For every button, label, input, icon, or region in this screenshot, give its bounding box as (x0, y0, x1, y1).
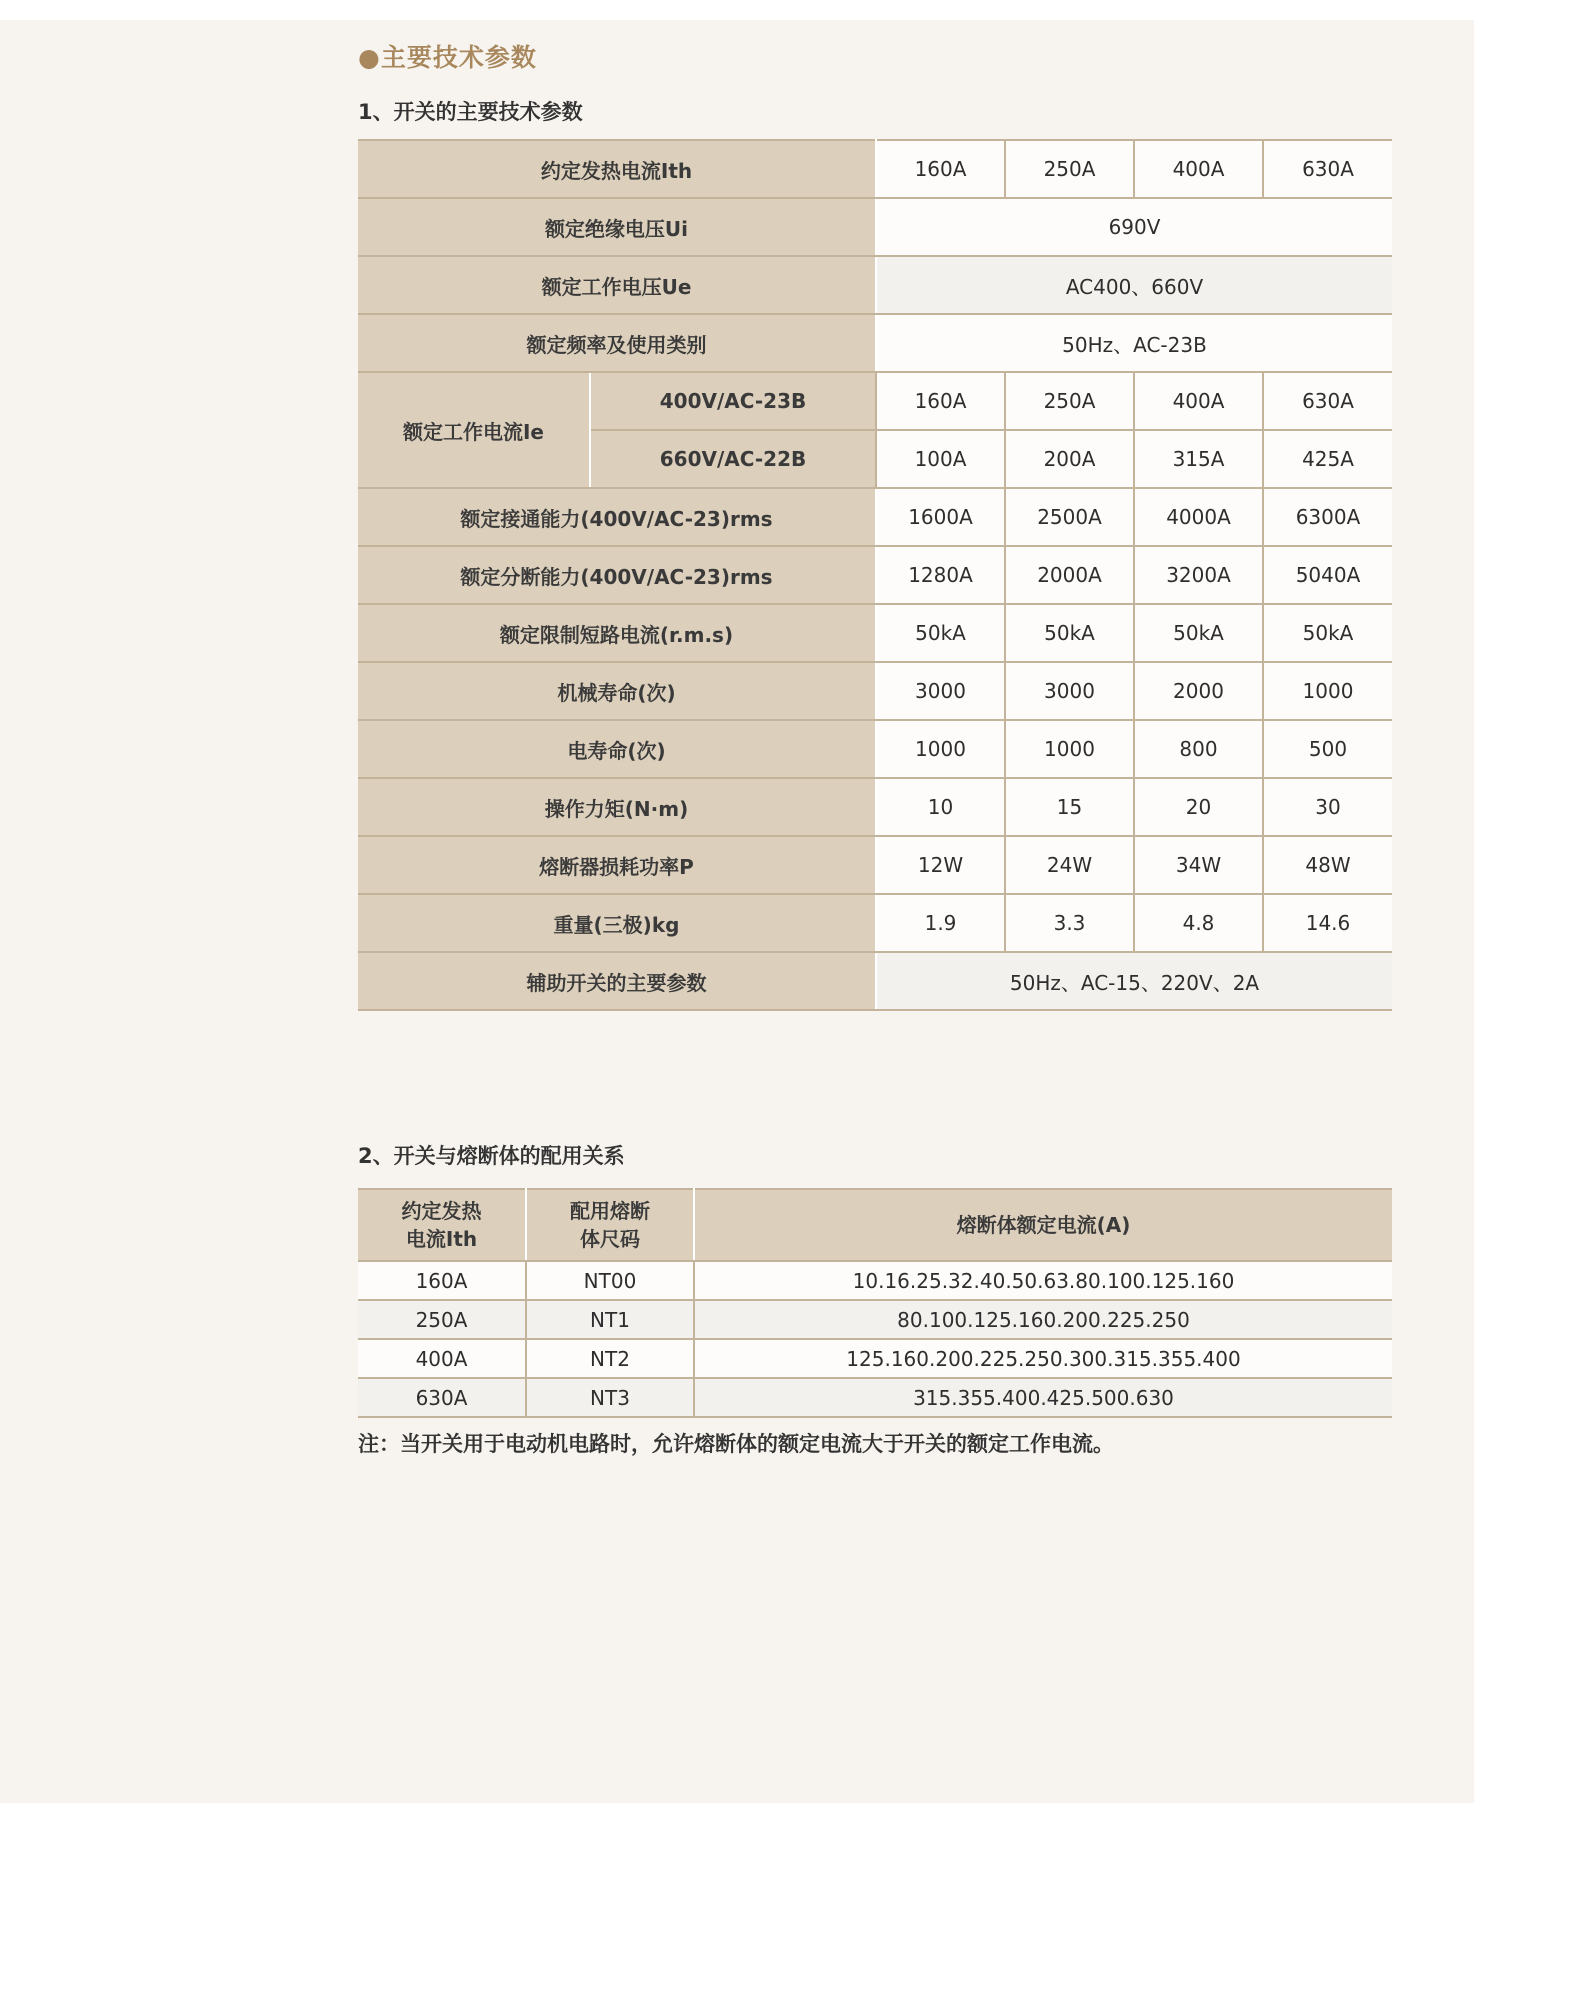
table-row (358, 720, 1392, 778)
fuse-table-title: 2、开关与熔断体的配用关系 (358, 1144, 625, 1168)
cell-value: 160A (876, 372, 1005, 430)
row-label: 辅助开关的主要参数 (358, 952, 876, 1010)
row-label: 额定频率及使用类别 (358, 314, 876, 372)
cell-value: 5040A (1263, 546, 1392, 604)
cell-value: 10 (876, 778, 1005, 836)
cell-value-merged: 50Hz、AC-15、220V、2A (876, 952, 1392, 1010)
cell-value: 250A (1005, 140, 1134, 198)
cell-value: 50kA (1134, 604, 1263, 662)
row-sublabel: 660V/AC-22B (590, 430, 876, 488)
cell-value: 630A (1263, 372, 1392, 430)
cell-value: 425A (1263, 430, 1392, 488)
cell-value: 100A (876, 430, 1005, 488)
cell-value: 315A (1134, 430, 1263, 488)
row-label: 机械寿命(次) (358, 662, 876, 720)
cell-value: 1280A (876, 546, 1005, 604)
cell-value: 500 (1263, 720, 1392, 778)
cell-value-merged: AC400、660V (876, 256, 1392, 314)
cell-value: 20 (1134, 778, 1263, 836)
row-label: 额定分断能力(400V/AC-23)rms (358, 546, 876, 604)
cell-value: 630A (358, 1378, 526, 1417)
cell-value: 4000A (1134, 488, 1263, 546)
cell-value: 400A (1134, 140, 1263, 198)
cell-value: NT2 (526, 1339, 694, 1378)
table-row (358, 836, 1392, 894)
cell-value: 3200A (1134, 546, 1263, 604)
cell-value: 250A (358, 1300, 526, 1339)
table-row (358, 488, 1392, 546)
cell-value: 24W (1005, 836, 1134, 894)
table-row (358, 1300, 1392, 1339)
cell-value-merged: 690V (876, 198, 1392, 256)
row-label: 操作力矩(N·m) (358, 778, 876, 836)
column-header: 配用熔断 体尺码 (526, 1189, 694, 1261)
footnote: 注：当开关用于电动机电路时，允许熔断体的额定电流大于开关的额定工作电流。 (358, 1432, 1114, 1456)
cell-value: 14.6 (1263, 894, 1392, 952)
cell-value: 315.355.400.425.500.630 (694, 1378, 1392, 1417)
table-row (358, 894, 1392, 952)
cell-value: 1000 (876, 720, 1005, 778)
column-header: 熔断体额定电流(A) (694, 1189, 1392, 1261)
cell-value: 1600A (876, 488, 1005, 546)
cell-value: 2500A (1005, 488, 1134, 546)
row-label: 额定接通能力(400V/AC-23)rms (358, 488, 876, 546)
cell-value: 50kA (876, 604, 1005, 662)
cell-value: 250A (1005, 372, 1134, 430)
row-label: 电寿命(次) (358, 720, 876, 778)
spec-table-title: 1、开关的主要技术参数 (358, 100, 583, 124)
row-label: 重量(三极)kg (358, 894, 876, 952)
cell-value: 50kA (1263, 604, 1392, 662)
row-label: 额定限制短路电流(r.m.s) (358, 604, 876, 662)
table-row (358, 662, 1392, 720)
cell-value: 12W (876, 836, 1005, 894)
table-row (358, 778, 1392, 836)
cell-value: 30 (1263, 778, 1392, 836)
table-row (358, 256, 1392, 314)
table-row (358, 372, 1392, 430)
section-heading: ●主要技术参数 (358, 43, 537, 72)
cell-value: 125.160.200.225.250.300.315.355.400 (694, 1339, 1392, 1378)
row-label: 熔断器损耗功率P (358, 836, 876, 894)
cell-value: 80.100.125.160.200.225.250 (694, 1300, 1392, 1339)
cell-value: 1000 (1263, 662, 1392, 720)
cell-value: NT00 (526, 1261, 694, 1300)
cell-value: 15 (1005, 778, 1134, 836)
cell-value: 4.8 (1134, 894, 1263, 952)
cell-value: NT3 (526, 1378, 694, 1417)
table-row (358, 1378, 1392, 1417)
cell-value: 50kA (1005, 604, 1134, 662)
row-label: 约定发热电流Ith (358, 140, 876, 198)
table-row (358, 1339, 1392, 1378)
table-row (358, 604, 1392, 662)
row-label: 额定绝缘电压Ui (358, 198, 876, 256)
table-row (358, 314, 1392, 372)
row-label: 额定工作电压Ue (358, 256, 876, 314)
table-header-row (358, 1189, 1392, 1261)
table-row (358, 546, 1392, 604)
table-row (358, 1261, 1392, 1300)
cell-value: 48W (1263, 836, 1392, 894)
cell-value: 160A (876, 140, 1005, 198)
cell-value: 1.9 (876, 894, 1005, 952)
fuse-table (358, 1188, 1392, 1418)
row-sublabel: 400V/AC-23B (590, 372, 876, 430)
cell-value: 2000 (1134, 662, 1263, 720)
cell-value: 1000 (1005, 720, 1134, 778)
cell-value: 400A (358, 1339, 526, 1378)
cell-value: 630A (1263, 140, 1392, 198)
cell-value: 400A (1134, 372, 1263, 430)
cell-value-merged: 50Hz、AC-23B (876, 314, 1392, 372)
table-row (358, 198, 1392, 256)
row-group-label: 额定工作电流Ie (358, 372, 590, 488)
cell-value: 2000A (1005, 546, 1134, 604)
table-row (358, 952, 1392, 1010)
cell-value: 160A (358, 1261, 526, 1300)
spec-table (358, 139, 1392, 1011)
table-row (358, 140, 1392, 198)
cell-value: 3000 (876, 662, 1005, 720)
cell-value: 10.16.25.32.40.50.63.80.100.125.160 (694, 1261, 1392, 1300)
cell-value: 200A (1005, 430, 1134, 488)
cell-value: 800 (1134, 720, 1263, 778)
cell-value: 6300A (1263, 488, 1392, 546)
cell-value: 3.3 (1005, 894, 1134, 952)
cell-value: 3000 (1005, 662, 1134, 720)
cell-value: 34W (1134, 836, 1263, 894)
cell-value: NT1 (526, 1300, 694, 1339)
column-header: 约定发热 电流Ith (358, 1189, 526, 1261)
